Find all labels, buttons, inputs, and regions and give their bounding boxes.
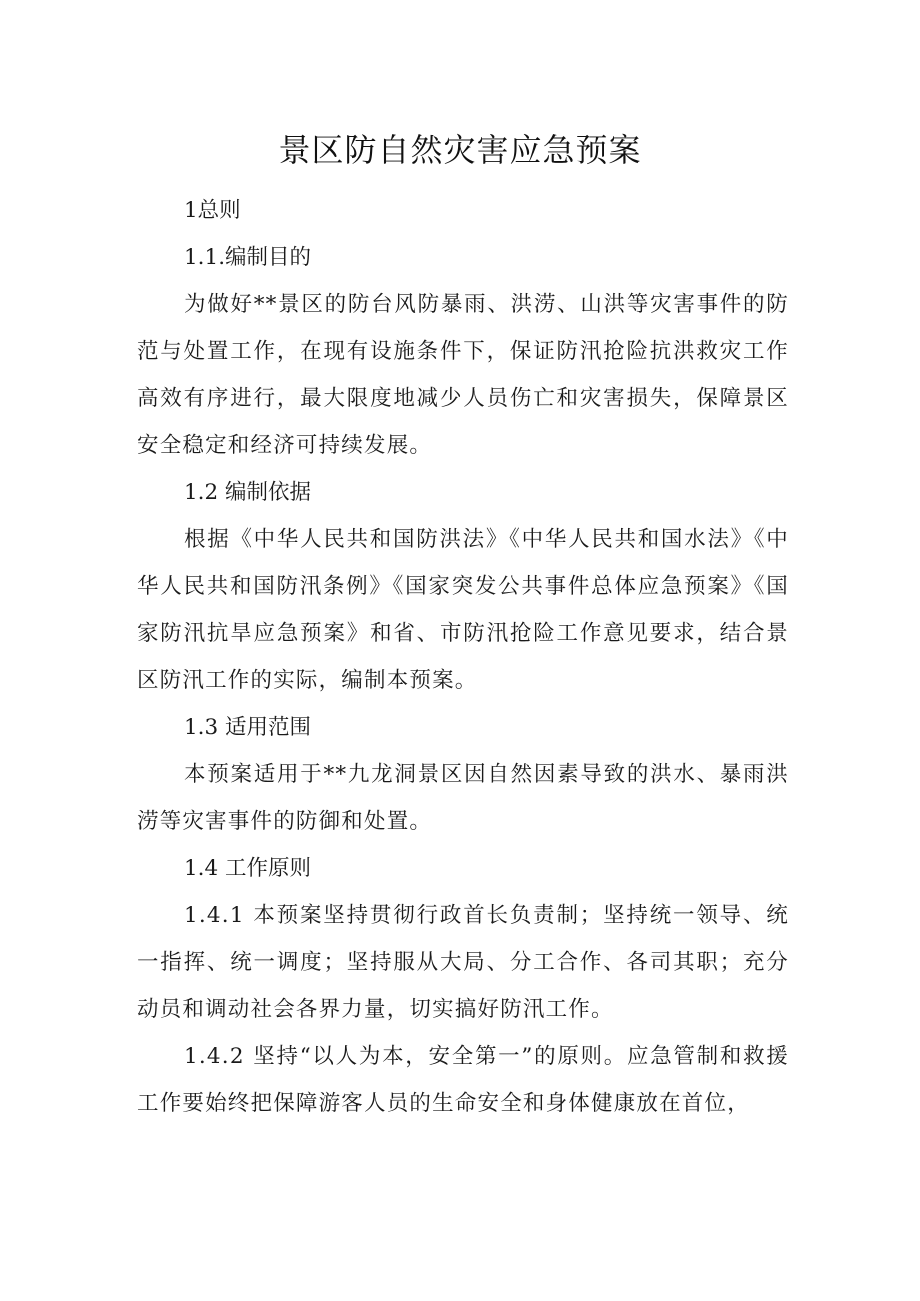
- section-heading-principles: 1.4 工作原则: [184, 856, 312, 881]
- document-title: 景区防自然灾害应急预案: [278, 131, 642, 169]
- document-body: [137, 187, 789, 1127]
- section-heading-purpose: 1.1.编制目的: [184, 245, 312, 270]
- paragraph-purpose: 为做好**景区的防台风防暴雨、洪涝、山洪等灾害事件的防范与处置工作，在现有设施条件下，保证防汛抢险抗洪救灾工作高效有序进行，最大限度地减少人员伤亡和灾害损失，保障景区安全稳定和经济可持续发展。: [137, 292, 789, 458]
- section-heading-scope: 1.3 适用范围: [184, 715, 312, 740]
- paragraph-scope: 本预案适用于**九龙洞景区因自然因素导致的洪水、暴雨洪涝等灾害事件的防御和处置。: [137, 762, 789, 834]
- section-heading-general: 1总则: [184, 198, 241, 223]
- section-heading-basis: 1.2 编制依据: [184, 480, 312, 505]
- paragraph-basis: 根据《中华人民共和国防洪法》《中华人民共和国水法》《中华人民共和国防汛条例》《国家突发公共事件总体应急预案》《国家防汛抗旱应急预案》和省、市防汛抢险工作意见要求，结合景区防汛工作的实际，编制本预案。: [137, 527, 789, 693]
- paragraph-principle-1: 1.4.1 本预案坚持贯彻行政首长负责制；坚持统一领导、统一指挥、统一调度；坚持服从大局、分工合作、各司其职；充分动员和调动社会各界力量，切实搞好防汛工作。: [137, 903, 789, 1022]
- paragraph-principle-2: 1.4.2 坚持“以人为本，安全第一”的原则。应急管制和救援工作要始终把保障游客人员的生命安全和身体健康放在首位，: [137, 1044, 789, 1116]
